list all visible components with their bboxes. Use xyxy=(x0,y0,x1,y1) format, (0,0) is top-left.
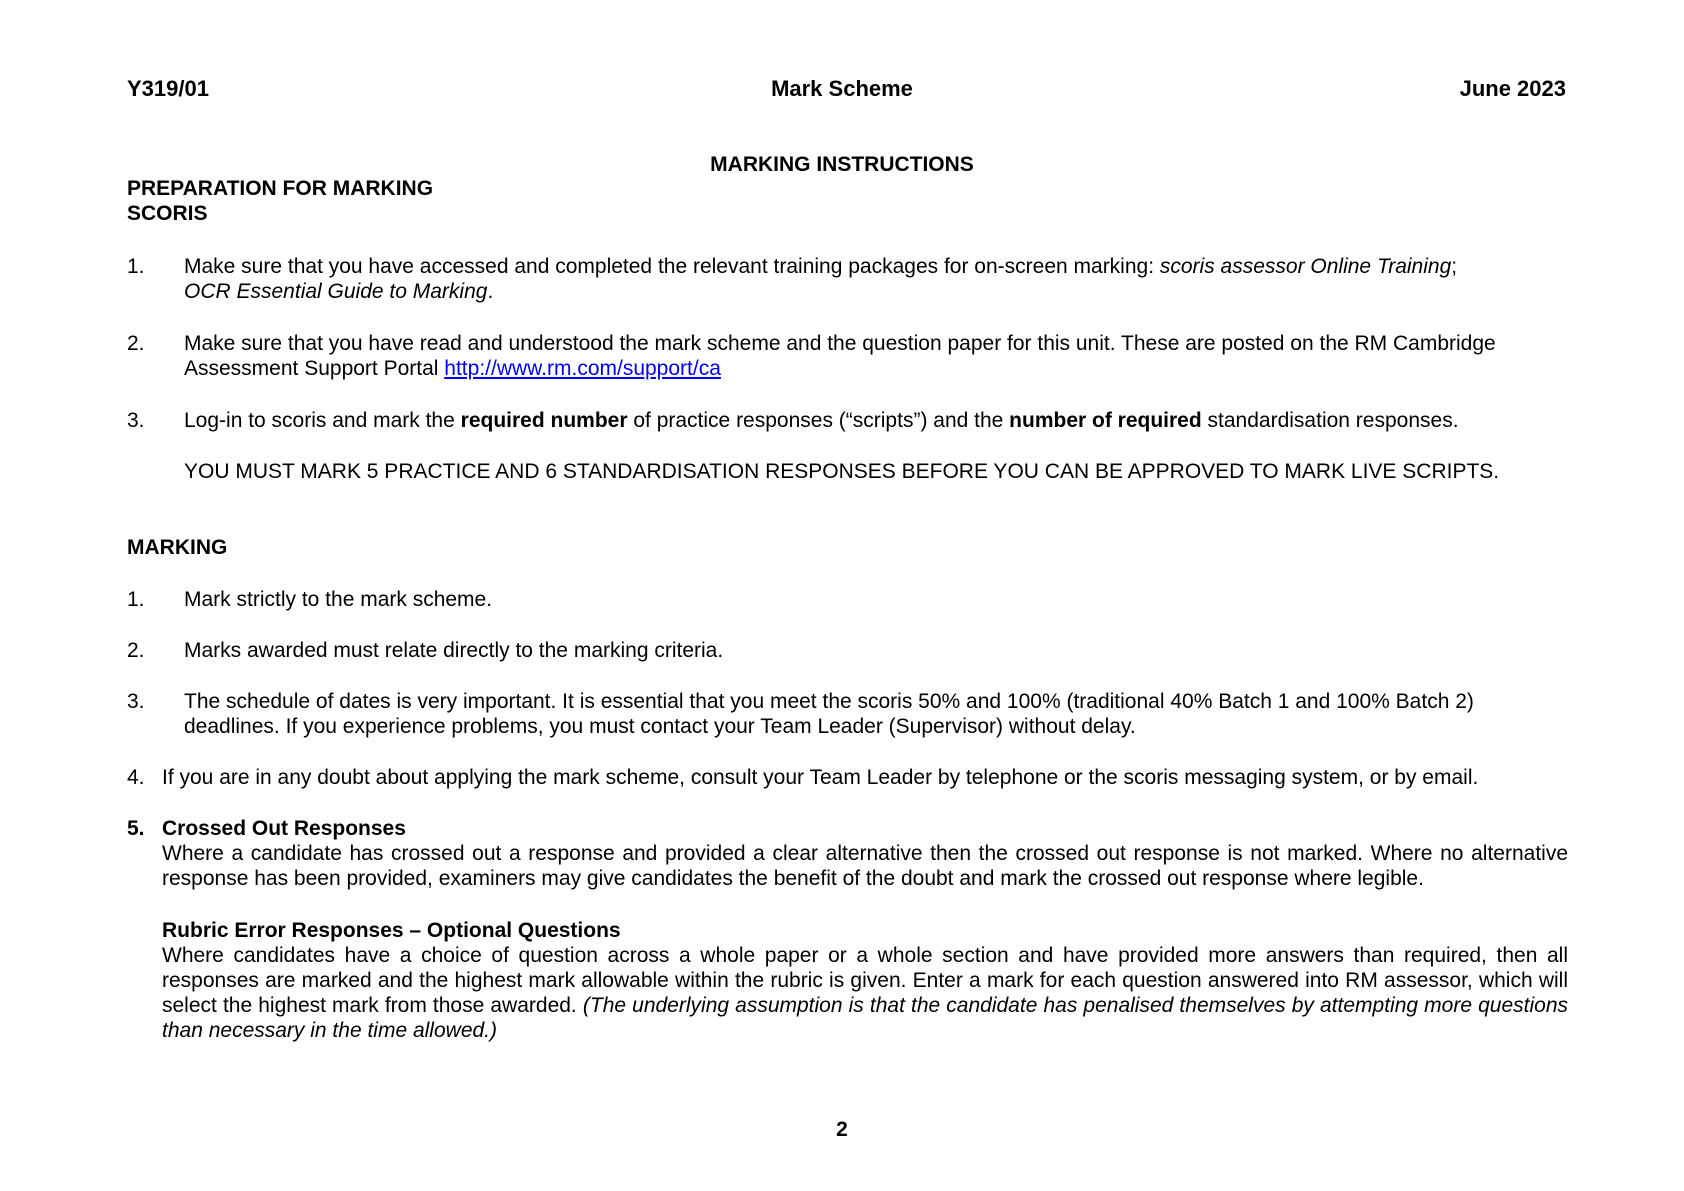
prep-item-1-text-b: ; xyxy=(1451,255,1458,278)
rubric-text-body: Where candidates have a choice of question across a whole paper or a whole section and have provided more answers than required, then all responses are marked and the highest mark allowable within the rubric is given. Enter a mark for each question answered into RM assessor, which will select the highest mark from those awarded. xyxy=(162,944,1568,1017)
marking-item-5-number: 5. xyxy=(127,817,145,840)
marking-item-1-text: Mark strictly to the mark scheme. xyxy=(184,588,493,611)
rubric-text xyxy=(162,943,1568,1043)
section-title: MARKING INSTRUCTIONS xyxy=(710,153,974,176)
crossed-out-text: Where a candidate has crossed out a response and provided a clear alternative then the crossed out response is not marked. Where no alternative response has been provided, examiners may give candidates the benefit of the doubt and mark the crossed out response where legible. xyxy=(162,842,1568,890)
prep-item-1-text-a: Make sure that you have accessed and completed the relevant training packages for on-screen marking: xyxy=(184,255,1160,278)
rubric-text-italic: (The underlying assumption is that the candidate has penalised themselves by attempting more questions than necessary in the time allowed.) xyxy=(162,994,1568,1042)
prep-item-3-text-c: standardisation responses. xyxy=(1201,409,1459,432)
prep-item-3-text-b: of practice responses (“scripts”) and the xyxy=(627,409,1010,432)
marking-heading: MARKING xyxy=(127,536,228,559)
prep-item-3-text-a: Log-in to scoris and mark the xyxy=(184,409,461,432)
prep-item-3-bold-b: number of required xyxy=(1009,409,1202,432)
prep-item-2-number: 2. xyxy=(127,332,145,355)
marking-item-4-number: 4. xyxy=(127,766,145,789)
support-portal-link[interactable]: http://www.rm.com/support/ca xyxy=(444,357,721,380)
marking-item-3-text: The schedule of dates is very important. It is essential that you meet the scoris 50% and 100% (traditional 40% Batch 1 and 100% Batch 2) deadlines. If you experience problems, you must contact your Team Leader (Supervisor) without delay. xyxy=(184,690,1474,738)
prep-item-3-number: 3. xyxy=(127,409,145,432)
prep-subheading: SCORIS xyxy=(127,202,208,225)
header-title: Mark Scheme xyxy=(771,76,913,101)
prep-item-1-text-c: . xyxy=(487,280,494,303)
prep-item-3-bold-a: required number xyxy=(460,409,628,432)
prep-heading: PREPARATION FOR MARKING xyxy=(127,177,434,200)
prep-item-1-number: 1. xyxy=(127,255,145,278)
prep-item-2-text-a: Make sure that you have read and understood the mark scheme and the question paper for this unit. These are posted on the RM Cambridge Assessment Support Portal xyxy=(184,332,1496,380)
prep-item-3-note: YOU MUST MARK 5 PRACTICE AND 6 STANDARDISATION RESPONSES BEFORE YOU CAN BE APPROVED TO MARK LIVE SCRIPTS. xyxy=(184,460,1500,483)
page-number: 2 xyxy=(836,1118,848,1141)
marking-item-2-number: 2. xyxy=(127,639,145,662)
marking-item-1-number: 1. xyxy=(127,588,145,611)
prep-item-3-text xyxy=(184,408,1564,433)
prep-item-2-text xyxy=(184,331,1564,381)
header-paper-code: Y319/01 xyxy=(127,76,209,101)
crossed-out-heading: Crossed Out Responses xyxy=(162,817,406,840)
prep-item-1-italic-a: scoris assessor Online Training xyxy=(1159,255,1452,278)
marking-item-4-text: If you are in any doubt about applying the mark scheme, consult your Team Leader by telephone or the scoris messaging system, or by email. xyxy=(162,766,1479,789)
prep-item-1-italic-b: OCR Essential Guide to Marking xyxy=(184,280,488,303)
prep-item-1-text xyxy=(184,254,1564,304)
rubric-heading: Rubric Error Responses – Optional Questions xyxy=(162,919,621,942)
marking-item-2-text: Marks awarded must relate directly to the marking criteria. xyxy=(184,639,724,662)
header-date: June 2023 xyxy=(1459,76,1566,101)
marking-item-3-number: 3. xyxy=(127,690,145,713)
